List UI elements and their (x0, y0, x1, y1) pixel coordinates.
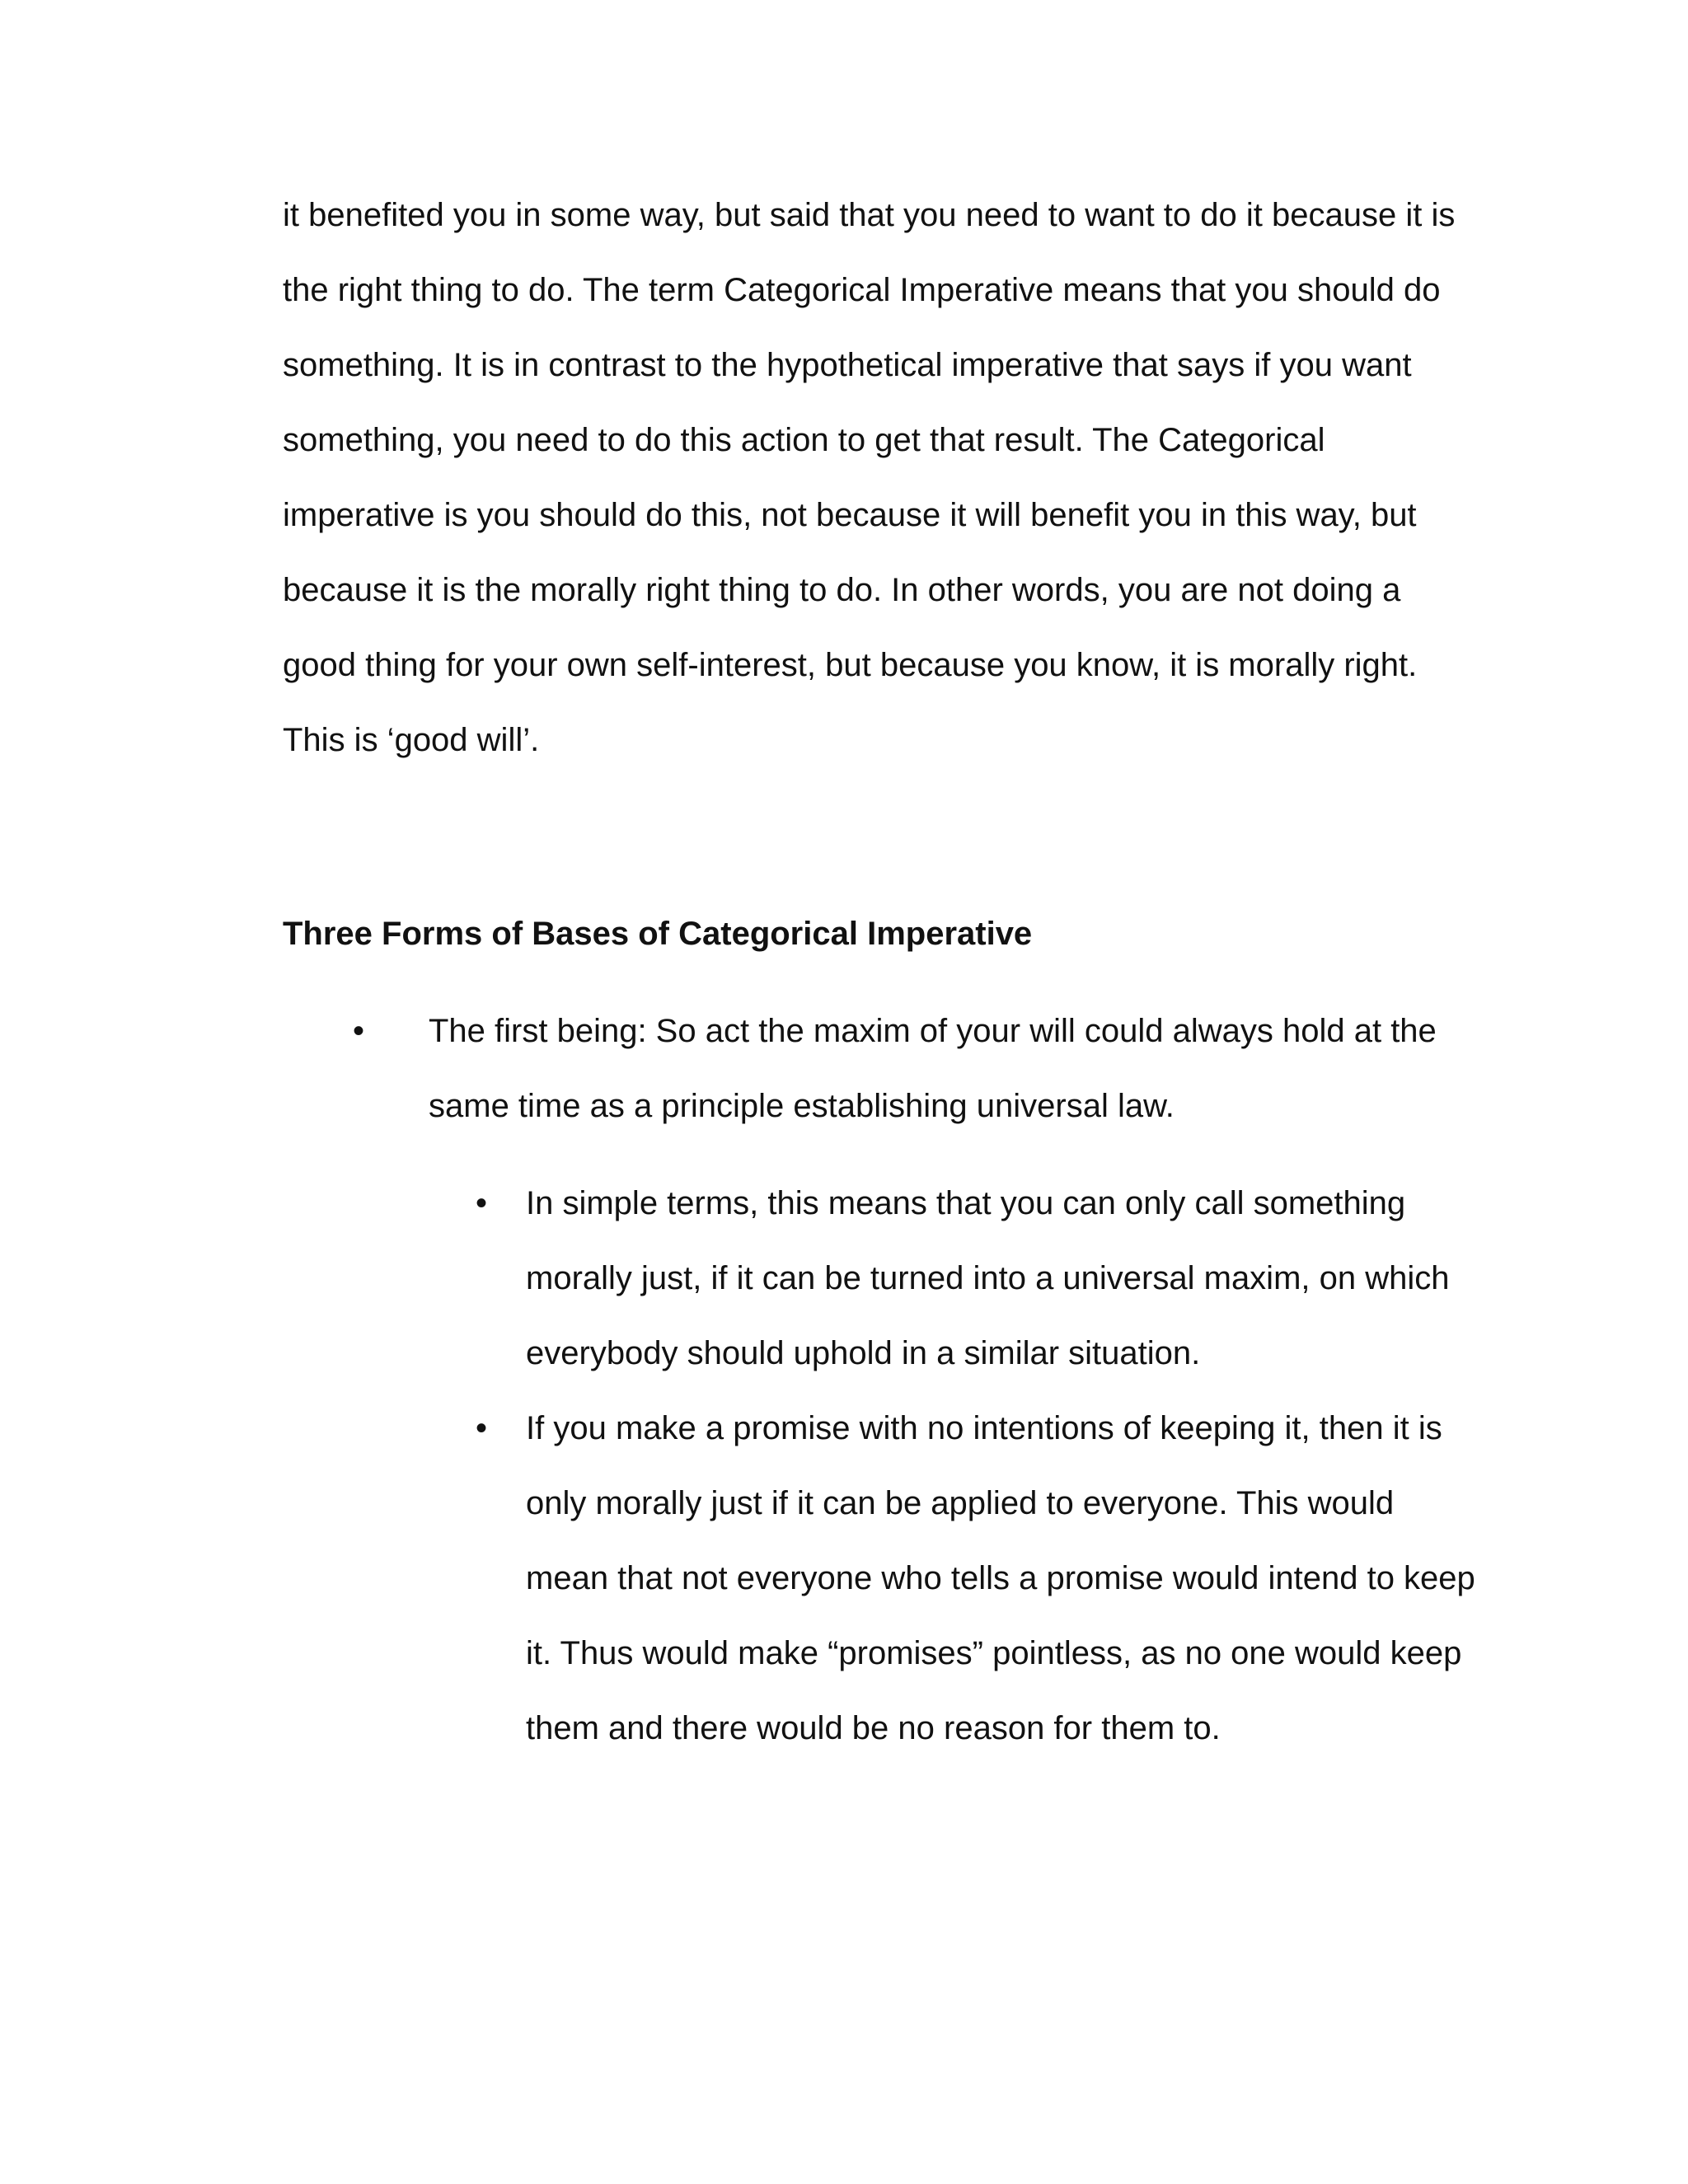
section-heading: Three Forms of Bases of Categorical Imperative (283, 916, 1033, 952)
paragraph-line: something, you need to do this action to get that result. The Categorical (283, 422, 1325, 458)
bullet-line: The first being: So act the maxim of your will could always hold at the (429, 1013, 1437, 1049)
bullet-line: morally just, if it can be turned into a universal maxim, on which (526, 1260, 1450, 1296)
bullet-line: only morally just if it can be applied to everyone. This would (526, 1485, 1395, 1521)
bullet-line: mean that not everyone who tells a promise would intend to keep (526, 1560, 1475, 1596)
paragraph-line: good thing for your own self-interest, but because you know, it is morally right. (283, 647, 1418, 683)
paragraph-line: imperative is you should do this, not because it will benefit you in this way, but (283, 497, 1417, 533)
bullet-line: everybody should uphold in a similar situation. (526, 1335, 1201, 1371)
paragraph-line: the right thing to do. The term Categorical Imperative means that you should do (283, 272, 1441, 308)
bullet-line: it. Thus would make “promises” pointless, as no one would keep (526, 1635, 1462, 1671)
paragraph-line: it benefited you in some way, but said that you need to want to do it because it is (283, 197, 1456, 233)
paragraph-line: something. It is in contrast to the hypothetical imperative that says if you want (283, 347, 1412, 383)
paragraph-line: This is ‘good will’. (283, 722, 540, 758)
bullet-marker: • (353, 1013, 365, 1049)
bullet-line: If you make a promise with no intentions of keeping it, then it is (526, 1410, 1442, 1446)
bullet-line: In simple terms, this means that you can only call something (526, 1185, 1406, 1221)
bullet-line: same time as a principle establishing universal law. (429, 1088, 1175, 1124)
bullet-marker: • (476, 1185, 488, 1221)
bullet-line: them and there would be no reason for them to. (526, 1710, 1221, 1746)
paragraph-line: because it is the morally right thing to do. In other words, you are not doing a (283, 572, 1401, 608)
bullet-marker: • (476, 1410, 488, 1446)
